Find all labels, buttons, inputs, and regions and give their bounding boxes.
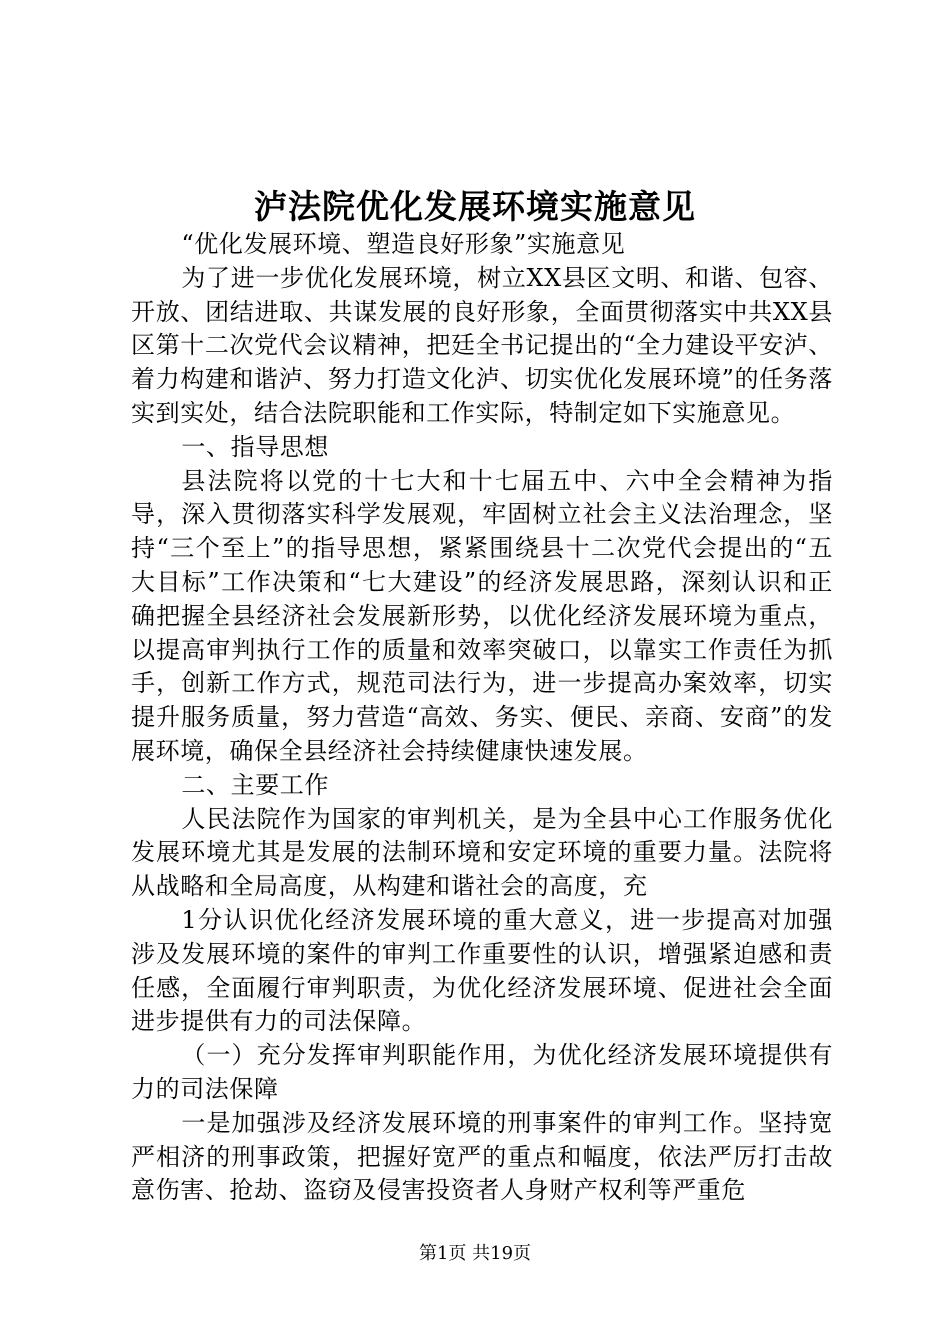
intro-paragraph: 为了进一步优化发展环境，树立XX县区文明、和谐、包容、开放、团结进取、共谋发展的良好形象，全面贯彻落实中共XX县区第十二次党代会议精神，把廷全书记提出的“全力建设平安泸、着力构建和谐泸、努力打造文化泸、切实优化发展环境”的任务落实到实处，结合法院职能和工作实际，特制定如下实施意见。 [131,263,833,427]
subsection-1-paragraph: 一是加强涉及经济发展环境的刑事案件的审判工作。坚持宽严相济的刑事政策，把握好宽严的重点和幅度，依法严厉打击故意伤害、抢劫、盗窃及侵害投资者人身财产权利等严重危 [131,1108,833,1205]
document-title: 泸法院优化发展环境实施意见 [254,187,696,226]
subsection-heading-1: （一）充分发挥审判职能作用，为优化经济发展环境提供有力的司法保障 [131,1041,833,1103]
guiding-ideology-paragraph: 县法院将以党的十七大和十七届五中、六中全会精神为指导，深入贯彻落实科学发展观，牢固树立社会主义法治理念，坚持“三个至上”的指导思想，紧紧围绕县十二次党代会提出的“五大目标”工作决策和“七大建设”的经济发展思路，深刻认识和正确把握全县经济社会发展新形势，以优化经济发展环境为重点，以提高审判执行工作的质量和效率突破口，以靠实工作责任为抓手，创新工作方式，规范司法行为，进一步提高办案效率，切实提升服务质量，努力营造“高效、务实、便民、亲商、安商”的发展环境，确保全县经济社会持续健康快速发展。 [131,466,833,765]
subtitle-paragraph: “优化发展环境、塑造良好形象”实施意见 [181,230,626,258]
page-footer: 第1页 共19页 [418,1243,532,1264]
main-work-paragraph: 人民法院作为国家的审判机关，是为全县中心工作服务优化发展环境尤其是发展的法制环境和安定环境的重要力量。法院将从战略和全局高度，从构建和谐社会的高度，充 [131,804,833,901]
document-body [131,228,833,1208]
section-heading-main-work: 二、主要工作 [181,770,329,799]
main-work-continued-paragraph: 1分认识优化经济发展环境的重大意义，进一步提高对加强涉及发展环境的案件的审判工作重要性的认识，增强紧迫感和责任感，全面履行审判职责，为优化经济发展环境、促进社会全面进步提供有力的司法保障。 [131,905,833,1036]
section-heading-guiding-ideology: 一、指导思想 [181,432,329,461]
